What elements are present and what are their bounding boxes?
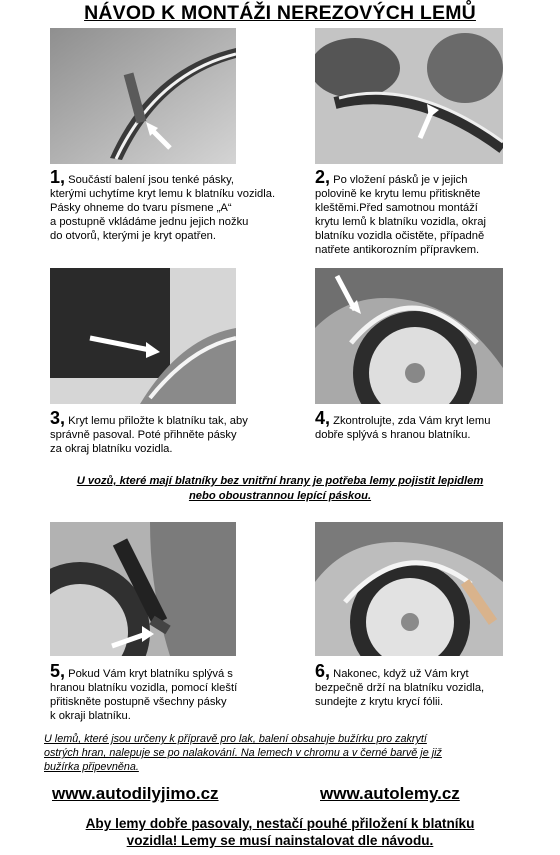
step-text-line: krytu lemů k blatníku vozidla, okraj — [315, 216, 486, 228]
step-text-line: dobře splývá s hranou blatníku. — [315, 429, 471, 441]
note-line: U lemů, které jsou určeny k přípravě pro lak, balení obsahuje bužírku pro zakrytí — [44, 733, 427, 745]
step-text-line: sundejte z krytu krycí fólii. — [315, 696, 444, 708]
step-text-line: kterými uchytíme kryt lemu k blatníku vozidla. — [50, 188, 276, 200]
link-autolemy[interactable]: www.autolemy.cz — [320, 784, 460, 803]
step-text-line: natřete antikorozním přípravkem. — [315, 244, 480, 256]
step-text-line: polovině ke krytu lemu přitiskněte — [315, 188, 481, 200]
photo-strip-bent-image — [50, 28, 236, 164]
photo-pliers-clip-image — [315, 28, 503, 164]
step-text-line: Pásky ohneme do tvaru písmene „A“ — [50, 202, 232, 214]
step-number: 4, — [315, 408, 331, 428]
page-title: NÁVOD K MONTÁŽI NEREZOVÝCH LEMŮ — [84, 2, 476, 24]
step-5 — [50, 661, 238, 723]
step-text-line: správně pasoval. Poté přihněte pásky — [50, 429, 237, 441]
step-text-line: Zkontrolujte, zda Vám kryt lemu — [333, 415, 491, 427]
step-text-line: Součástí balení jsou tenké pásky, — [68, 174, 234, 186]
step-text-line: Kryt lemu přiložte k blatníku tak, aby — [68, 415, 248, 427]
final-note-line: Aby lemy dobře pasovaly, nestačí pouhé přiložení k blatníku — [85, 816, 475, 831]
step-2 — [315, 167, 486, 257]
photo-fender-arrow-image — [50, 268, 236, 404]
step-number: 2, — [315, 167, 331, 187]
step-text-line: přitiskněte postupně všechny pásky — [50, 696, 227, 708]
final-note — [20, 815, 540, 849]
step-text-line: hranou blatníku vozidla, pomocí kleští — [50, 682, 238, 694]
note-line: bužírka připevněna. — [44, 761, 139, 773]
step-text-line: bezpečně drží na blatníku vozidla, — [315, 682, 485, 694]
link-autodilyjimo[interactable]: www.autodilyjimo.cz — [52, 784, 219, 803]
photo-pliers-fender — [50, 522, 236, 656]
step-text-line: blatníku vozidla očistěte, případně — [315, 230, 485, 242]
step-text-line: za okraj blatníku vozidla. — [50, 443, 173, 455]
note-line: U vozů, které mají blatníky bez vnitřní hrany je potřeba lemy pojistit lepidlem — [76, 475, 484, 487]
step-text-line: Nakonec, když už Vám kryt — [333, 668, 469, 680]
step-text-line: k okraji blatníku. — [50, 710, 131, 722]
photo-wheel-trim-image — [315, 268, 503, 404]
note-rubber-strip — [44, 732, 514, 774]
step-text-line: kleštěmi.Před samotnou montáží — [315, 202, 478, 214]
step-number: 3, — [50, 408, 66, 428]
photo-pliers-fender-image — [50, 522, 236, 656]
photo-strip-bent — [50, 28, 236, 164]
step-6 — [315, 661, 485, 709]
step-1 — [50, 167, 276, 243]
note-line: nebo oboustrannou lepící páskou. — [188, 490, 372, 502]
photo-finished-wheel-image — [315, 522, 503, 656]
step-text-line: Pokud Vám kryt blatníku splývá s — [68, 668, 233, 680]
photo-wheel-trim — [315, 268, 503, 404]
final-note-line: vozidla! Lemy se musí nainstalovat dle návodu. — [126, 833, 434, 848]
step-text-line: Po vložení pásků je v jejich — [333, 174, 468, 186]
note-line: ostrých hran, nalepuje se po nalakování. Na lemech v chromu a v černé barvě je již — [44, 747, 442, 759]
step-4 — [315, 408, 491, 442]
step-number: 5, — [50, 661, 66, 681]
photo-fender-arrow — [50, 268, 236, 404]
photo-pliers-clip — [315, 28, 503, 164]
step-number: 1, — [50, 167, 66, 187]
step-number: 6, — [315, 661, 331, 681]
step-3 — [50, 408, 248, 456]
photo-finished-wheel — [315, 522, 503, 656]
step-text-line: a postupně vkládáme jednu jejich nožku — [50, 216, 249, 228]
note-inner-edge — [40, 474, 520, 504]
step-text-line: do otvorů, kterými je kryt opatřen. — [50, 230, 217, 242]
